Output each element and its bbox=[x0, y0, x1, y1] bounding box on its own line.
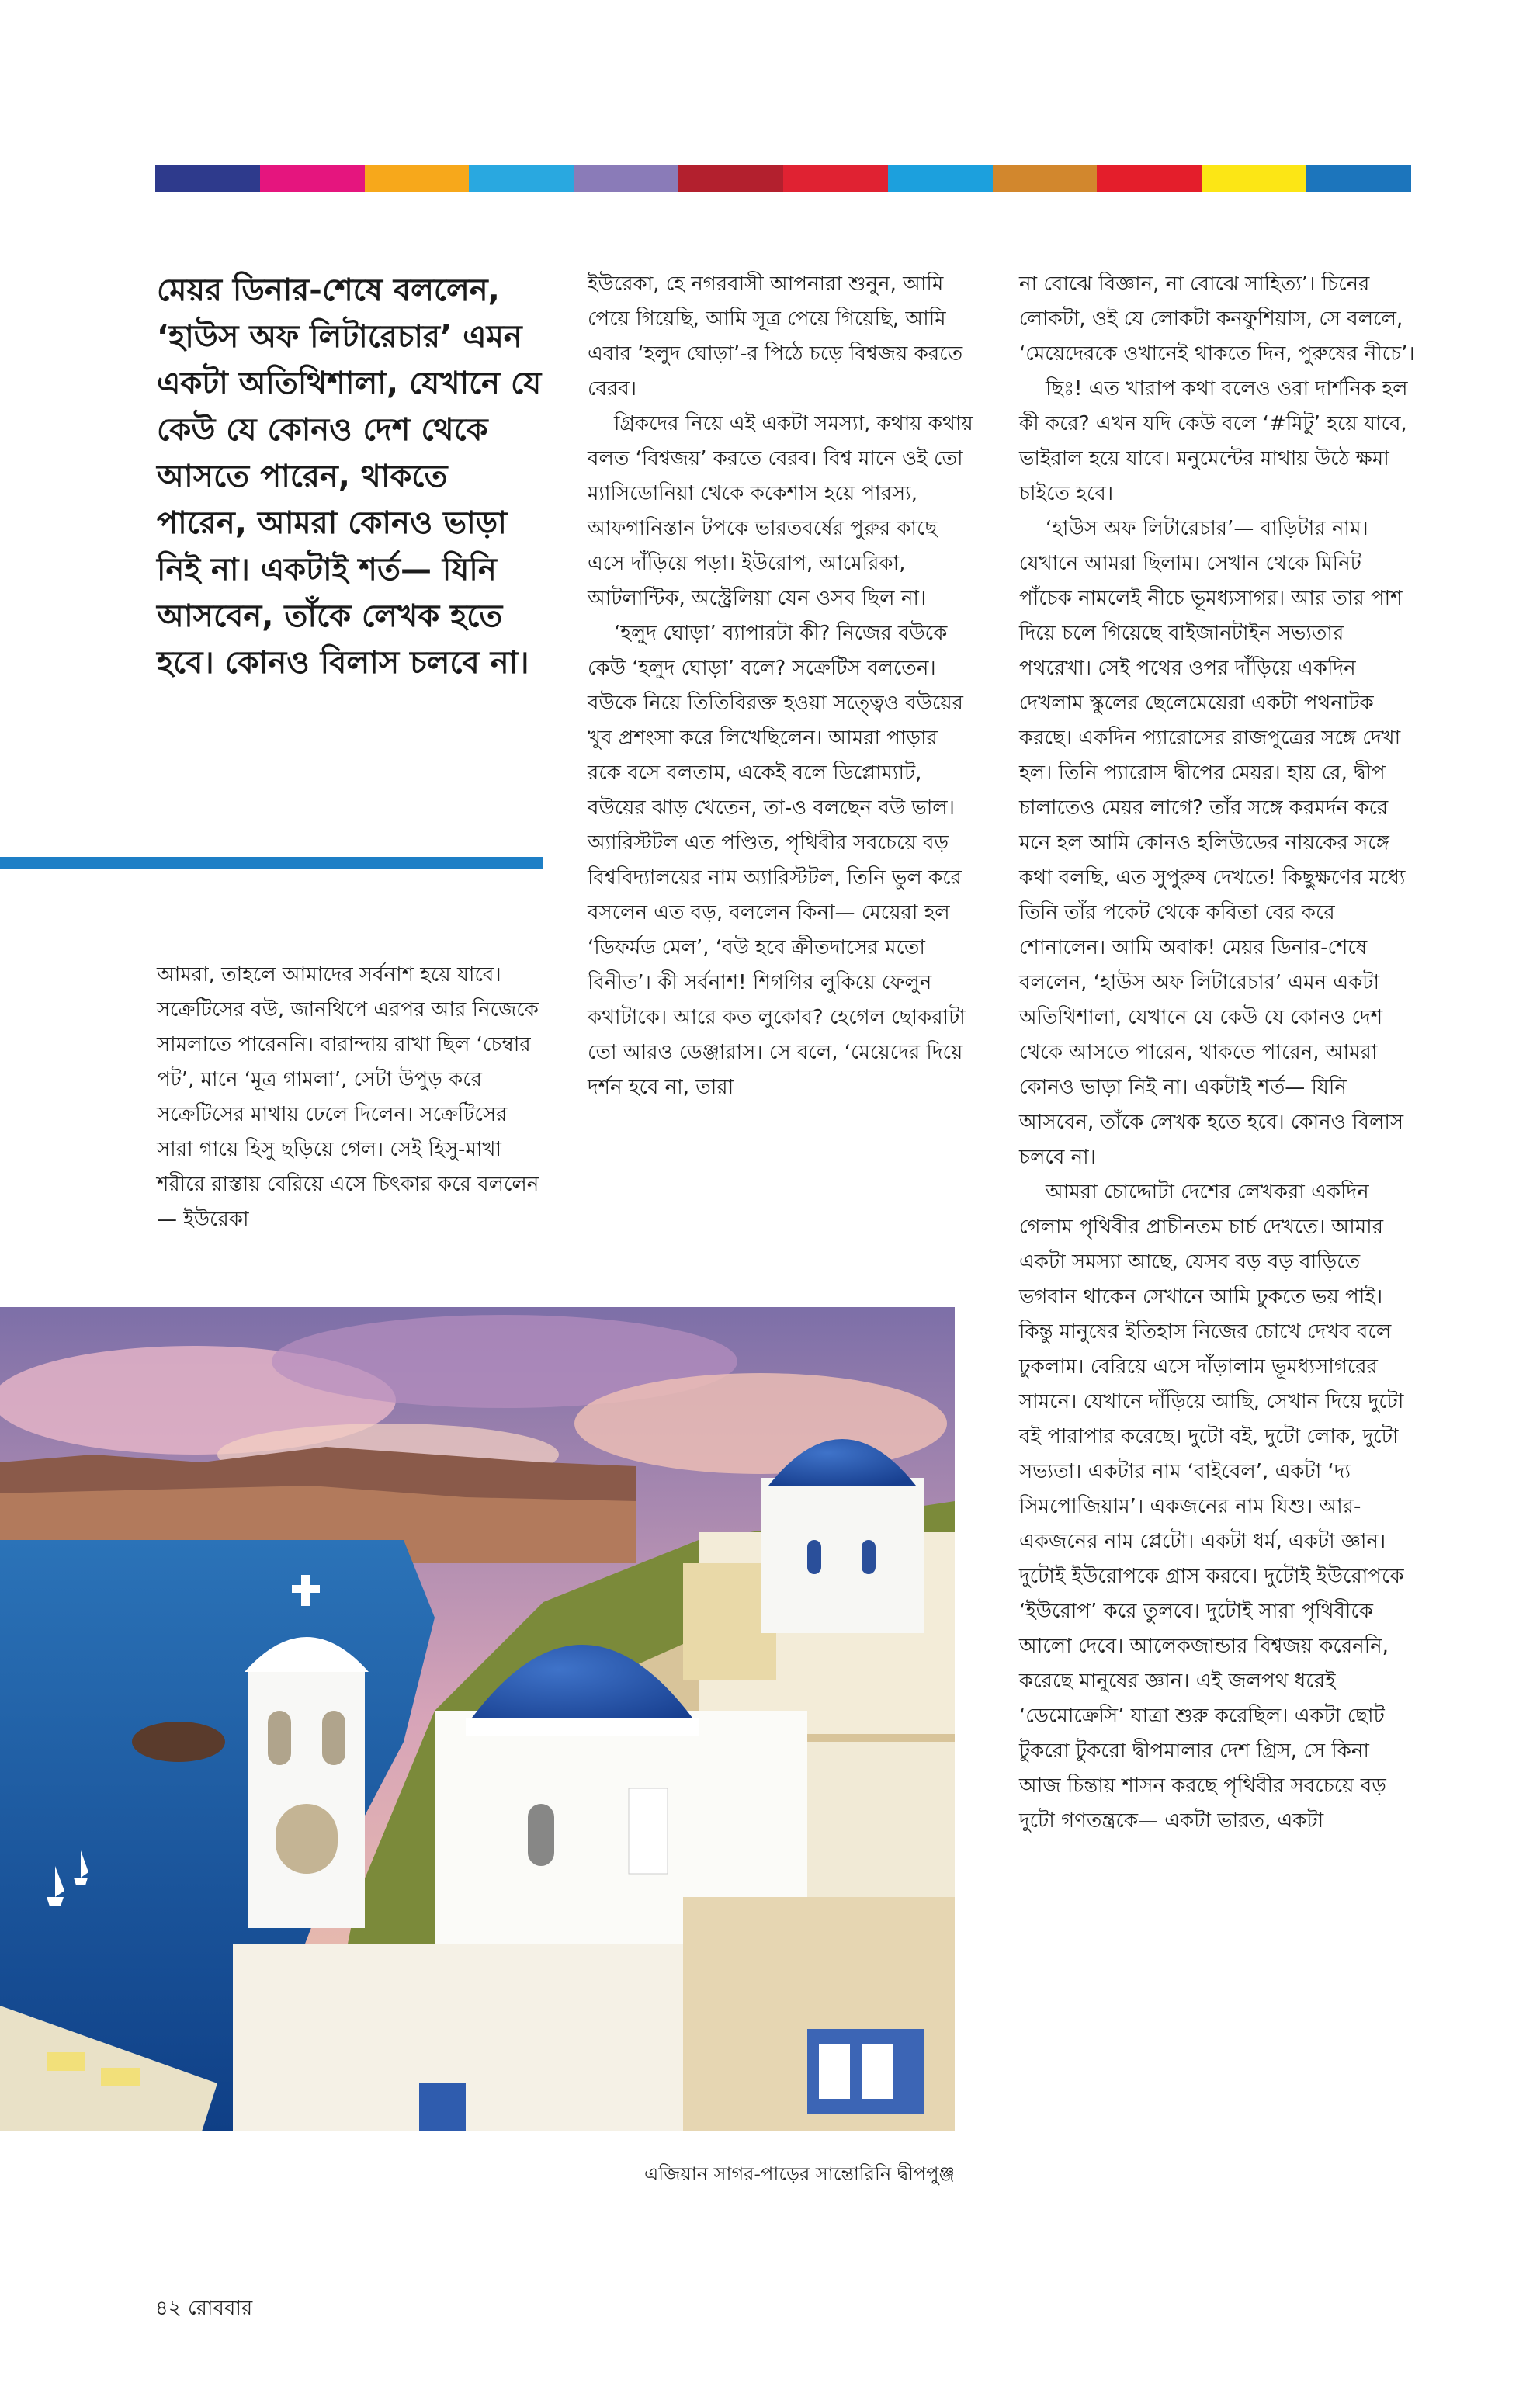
color-strip-segment bbox=[1202, 165, 1306, 192]
color-strip-segment bbox=[1097, 165, 1202, 192]
article-column-right bbox=[1019, 267, 1417, 1839]
paragraph: ছিঃ! এত খারাপ কথা বলেও ওরা দার্শনিক হল কী করে? এখন যদি কেউ বলে ‘#মিটু’ হয়ে যাবে, ভাইরাল হয়ে যাবে। মনুমেন্টের মাথায় উঠে ক্ষমা চাইতে হবে। bbox=[1019, 377, 1408, 505]
page-number: ৪২ bbox=[155, 2297, 182, 2320]
color-strip-segment bbox=[260, 165, 365, 192]
color-strip-segment bbox=[888, 165, 993, 192]
paragraph: না বোঝে বিজ্ঞান, না বোঝে সাহিত্য’। চিনের লোকটা, ওই যে লোকটা কনফুশিয়াস, সে বললে, ‘মেয়েদেরকে ওখানেই থাকতে দিন, পুরুষের নীচে’। bbox=[1019, 272, 1415, 366]
paragraph: ইউরেকা, হে নগরবাসী আপনারা শুনুন, আমি পেয়ে গিয়েছি, আমি সূত্র পেয়ে গিয়েছি, আমি এবার ‘হলুদ ঘোড়া’-র পিঠে চড়ে বিশ্বজয় করতে বেরব। bbox=[588, 272, 963, 401]
color-strip-segment bbox=[365, 165, 470, 192]
paragraph: গ্রিকদের নিয়ে এই একটা সমস্যা, কথায় কথায় বলত ‘বিশ্বজয়’ করতে বেরব। বিশ্ব মানে ওই তো ম্যাসিডোনিয়া থেকে ককেশাস হয়ে পারস্য, আফগানিস্তান টপকে ভারতবর্ষের পুরুর কাছে এসে দাঁড়িয়ে পড়া। ইউরোপ, আমেরিকা, আটলান্টিক, অস্ট্রেলিয়া যেন ওসব ছিল না। bbox=[588, 412, 973, 610]
paragraph: আমরা চোদ্দোটা দেশের লেখকরা একদিন গেলাম পৃথিবীর প্রাচীনতম চার্চ দেখতে। আমার একটা সমস্যা আছে, যেসব বড় বড় বাড়িতে ভগবান থাকেন সেখানে আমি ঢুকতে ভয় পাই। কিন্তু মানুষের ইতিহাস নিজের চোখে দেখব বলে ঢুকলাম। বেরিয়ে এসে দাঁড়ালাম ভূমধ্যসাগরের সামনে। যেখানে দাঁড়িয়ে আছি, সেখান দিয়ে দুটো বই পারাপার করেছে। দুটো বই, দুটো লোক, দুটো সভ্যতা। একটার নাম ‘বাইবেল’, একটা ‘দ্য সিমপোজিয়াম’। একজনের নাম যিশু। আর-একজনের নাম প্লেটো। একটা ধর্ম, একটা জ্ঞান। দুটোই ইউরোপকে গ্রাস করবে। দুটোই ইউরোপকে ‘ইউরোপ’ করে তুলবে। দুটোই সারা পৃথিবীকে আলো দেবে। আলেকজান্ডার বিশ্বজয় করেননি, করেছে মানুষের জ্ঞান। এই জলপথ ধরেই ‘ডেমোক্রেসি’ যাত্রা শুরু করেছিল। একটা ছোট টুকরো টুকরো দ্বীপমালার দেশ গ্রিস, সে কিনা আজ চিন্তায় শাসন করছে পৃথিবীর সবচেয়ে বড় দুটো গণতন্ত্রকে— একটা ভারত, একটা bbox=[1019, 1181, 1404, 1833]
color-strip-segment bbox=[783, 165, 888, 192]
article-column-left bbox=[157, 958, 545, 1237]
paragraph: আমরা, তাহলে আমাদের সর্বনাশ হয়ে যাবে। সক্রেটিসের বউ, জানথিপে এরপর আর নিজেকে সামলাতে পারেননি। বারান্দায় রাখা ছিল ‘চেম্বার পট’, মানে ‘মূত্র গামলা’, সেটা উপুড় করে সক্রেটিসের মাথায় ঢেলে দিলেন। সক্রেটিসের সারা গায়ে হিসু ছড়িয়ে গেল। সেই হিসু-মাখা শরীরে রাস্তায় বেরিয়ে এসে চিৎকার করে বললেন— ইউরেকা bbox=[157, 963, 539, 1231]
color-strip bbox=[155, 165, 1411, 192]
pull-quote-rule bbox=[0, 857, 543, 869]
color-strip-segment bbox=[574, 165, 678, 192]
article-column-middle bbox=[588, 267, 976, 1105]
color-strip-segment bbox=[1306, 165, 1411, 192]
color-strip-segment bbox=[993, 165, 1098, 192]
paragraph: ‘হলুদ ঘোড়া’ ব্যাপারটা কী? নিজের বউকে কেউ ‘হলুদ ঘোড়া’ বলে? সক্রেটিস বলতেন। বউকে নিয়ে তিতিবিরক্ত হওয়া সত্ত্বেও বউয়ের খুব প্রশংসা করে লিখেছিলেন। আমরা পাড়ার রকে বসে বলতাম, একেই বলে ডিপ্লোম্যাট, বউয়ের ঝাড় খেতেন, তা-ও বলছেন বউ ভাল। অ্যারিস্টটল এত পণ্ডিত, পৃথিবীর সবচেয়ে বড় বিশ্ববিদ্যালয়ের নাম অ্যারিস্টটল, তিনি ভুল করে বসলেন এত বড়, বললেন কিনা— মেয়েরা হল ‘ডিফর্মড মেল’, ‘বউ হবে ক্রীতদাসের মতো বিনীত’। কী সর্বনাশ! শিগগির লুকিয়ে ফেলুন কথাটাকে। আরে কত লুকোব? হেগেল ছোকরাটা তো আরও ডেঞ্জারাস। সে বলে, ‘মেয়েদের দিয়ে দর্শন হবে না, তারা bbox=[588, 622, 966, 1099]
paragraph: ‘হাউস অফ লিটারেচার’— বাড়িটার নাম। যেখানে আমরা ছিলাম। সেখান থেকে মিনিট পাঁচেক নামলেই নীচে ভূমধ্যসাগর। আর তার পাশ দিয়ে চলে গিয়েছে বাইজানটাইন সভ্যতার পথরেখা। সেই পথের ওপর দাঁড়িয়ে একদিন দেখলাম স্কুলের ছেলেমেয়েরা একটা পথনাটক করছে। একদিন প্যারোসের রাজপুত্রের সঙ্গে দেখা হল। তিনি প্যারোস দ্বীপের মেয়র। হায় রে, দ্বীপ চালাতেও মেয়র লাগে? তাঁর সঙ্গে করমর্দন করে মনে হল আমি কোনও হলিউডের নায়কের সঙ্গে কথা বলছি, এত সুপুরুষ দেখতে! কিছুক্ষণের মধ্যে তিনি তাঁর পকেট থেকে কবিতা বের করে শোনালেন। আমি অবাক! মেয়র ডিনার-শেষে বললেন, ‘হাউস অফ লিটারেচার’ এমন একটা অতিথিশালা, যেখানে যে কেউ যে কোনও দেশ থেকে আসতে পারেন, থাকতে পারেন, আমরা কোনও ভাড়া নিই না। একটাই শর্ত— যিনি আসবেন, তাঁকে লেখক হতে হবে। কোনও বিলাস চলবে না। bbox=[1019, 517, 1406, 1169]
color-strip-segment bbox=[155, 165, 260, 192]
pull-quote: মেয়র ডিনার-শেষে বললেন, ‘হাউস অফ লিটারেচার’ এমন একটা অতিথিশালা, যেখানে যে কেউ যে কোনও দেশ থেকে আসতে পারেন, থাকতে পারেন, আমরা কোনও ভাড়া নিই না। একটাই শর্ত— যিনি আসবেন, তাঁকে লেখক হতে হবে। কোনও বিলাস চলবে না। bbox=[157, 272, 542, 681]
magazine-name: রোববার bbox=[188, 2297, 253, 2320]
color-strip-segment bbox=[678, 165, 783, 192]
santorini-photo bbox=[0, 1307, 955, 2131]
page-footer bbox=[155, 2292, 252, 2326]
color-strip-segment bbox=[469, 165, 574, 192]
photo-caption: এজিয়ান সাগর-পাড়ের সান্তোরিনি দ্বীপপুঞ্জ bbox=[644, 2163, 955, 2185]
